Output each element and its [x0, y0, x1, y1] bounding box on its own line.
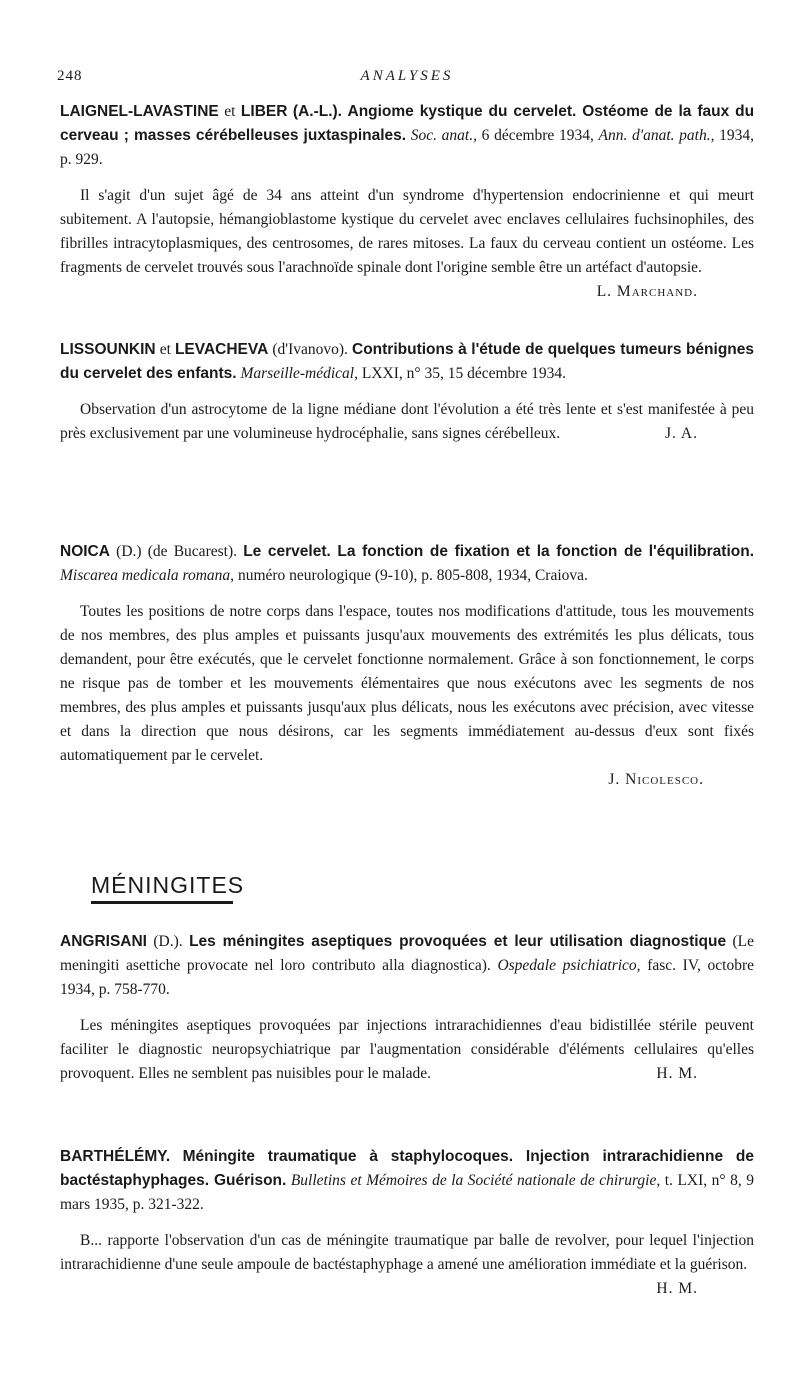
entry-source: Miscarea medicala romana,: [60, 567, 235, 584]
entry-title: Les méningites aseptiques provoquées et leur utilisation diagnostique: [189, 933, 727, 950]
entry-body: Observation d'un astrocytome de la ligne médiane dont l'évolution a été très lente et s'est manifestée à peu près exclusivement par une volumineuse hydrocéphalie, sans signes cérébelleux. J. A.: [60, 398, 754, 446]
entry-authors: ANGRISANI: [60, 933, 147, 950]
entry-source: Bulletins et Mémoires de la Société nationale de chirurgie,: [290, 1172, 661, 1189]
entry-signature: H. M.: [656, 1280, 698, 1297]
entry-title: Le cervelet. La fonction de fixation et la fonction de l'équilibration.: [243, 543, 755, 560]
abstract-entry-2: [60, 338, 754, 446]
running-title: ANALYSES: [360, 68, 454, 84]
entry-authors: NOICA: [60, 543, 110, 560]
entry-signature: L. Marchand.: [596, 283, 698, 300]
entry-title: Méningite traumatique à staphylocoques. Injection intrarachidienne de bactéstaphyphages. Guérison.: [60, 1148, 754, 1189]
entry-authors: LAIGNEL-LAVASTINE: [60, 103, 219, 120]
entry-heading: ANGRISANI (D.). Les méningites aseptiques provoquées et leur utilisation diagnostique (Le meningiti asettiche provocate nel loro contributo alla diagnostica). Ospedale psichiatrico, fasc. IV, octobre 1934, p. 758-770.: [60, 933, 755, 998]
entry-body: Les méningites aseptiques provoquées par injections intrarachidiennes d'eau bidistillée stérile peuvent faciliter le diagnostic neuropsychiatrique par l'augmentation considérable d'éléments cellulaires qu'elles provoquent. Elles ne semblent pas nuisibles pour le malade. H. M.: [60, 1014, 754, 1086]
entry-body: Il s'agit d'un sujet âgé de 34 ans atteint d'un syndrome d'hypertension endocrinienne et qui meurt subitement. A l'autopsie, hémangioblastome kystique du cervelet avec enclaves cellulaires fuchsinophiles, des fibrilles intracytoplasmiques, des centrosomes, de rares mitoses. La faux du cerveau contient un ostéome. Les fragments de cervelet trouvés sous l'arachnoïde spinale dont l'origine semble être un artéfact d'autopsie. L. Marchand.: [60, 184, 754, 280]
abstract-entry-5: [60, 1145, 754, 1301]
section-underline: [91, 901, 233, 904]
section-title: MÉNINGITES: [91, 872, 245, 898]
entry-authors: BARTHÉLÉMY.: [60, 1148, 171, 1165]
page-number: 248: [57, 68, 83, 84]
abstract-entry-4: [60, 930, 754, 1086]
entry-heading: LAIGNEL-LAVASTINE et LIBER (A.-L.). Angiome kystique du cervelet. Ostéome de la faux du cerveau ; masses cérébelleuses juxtaspinales. Soc. anat., 6 décembre 1934, Ann. d'anat. path., 1934, p. 929.: [60, 103, 755, 168]
entry-heading: NOICA (D.) (de Bucarest). Le cervelet. La fonction de fixation et la fonction de l'équilibration. Miscarea medicala romana, numéro neurologique (9-10), p. 805-808, 1934, Craiova.: [60, 543, 755, 584]
entry-authors: LISSOUNKIN: [60, 341, 156, 358]
running-header: [57, 68, 757, 88]
entry-signature: J. Nicolesco.: [608, 771, 704, 788]
abstract-entry-3: [60, 540, 754, 792]
entry-signature: J. A.: [665, 425, 698, 442]
entry-signature: H. M.: [656, 1065, 698, 1082]
abstract-entry-1: [60, 100, 754, 304]
entry-heading: BARTHÉLÉMY. Méningite traumatique à staphylocoques. Injection intrarachidienne de bactéstaphyphages. Guérison. Bulletins et Mémoires de la Société nationale de chirurgie, t. LXI, n° 8, 9 mars 1935, p. 321-322.: [60, 1148, 754, 1213]
entry-title: Contributions à l'étude de quelques tumeurs bénignes du cervelet des enfants.: [60, 341, 755, 382]
entry-source: Soc. anat.,: [410, 127, 477, 144]
entry-body: Toutes les positions de notre corps dans l'espace, toutes nos modifications d'attitude, tous les mouvements de nos membres, des plus amples et puissants jusqu'aux mouvements des extrémités les plus délicats, tous demandent, pour être exécutés, que le cervelet fonctionne normalement. Grâce à son fonctionnement, le corps ne risque pas de tomber et les mouvements élémentaires que nous exécutons avec les segments de nos membres, des plus amples et puissants jusqu'aux plus délicats, nous les exécutons avec précision, avec vitesse et dans la direction que nous désirons, car les segments immédiatement au-dessus d'eux sont fixés automatiquement par le cervelet.: [60, 603, 754, 764]
entry-source: Marseille-médical,: [240, 365, 358, 382]
entry-body: B... rapporte l'observation d'un cas de méningite traumatique par balle de revolver, pour lequel l'injection intrarachidienne d'une seule ampoule de bactéstaphyphage a amené une amélioration immédiate et la guérison. H. M.: [60, 1229, 754, 1277]
entry-source: Ospedale psichiatrico,: [497, 957, 641, 974]
entry-heading: LISSOUNKIN et LEVACHEVA (d'Ivanovo). Contributions à l'étude de quelques tumeurs bénignes du cervelet des enfants. Marseille-médical, LXXI, n° 35, 15 décembre 1934.: [60, 341, 755, 382]
entry-title: Angiome kystique du cervelet. Ostéome de la faux du cerveau ; masses cérébelleuses juxtaspinales.: [60, 103, 755, 144]
